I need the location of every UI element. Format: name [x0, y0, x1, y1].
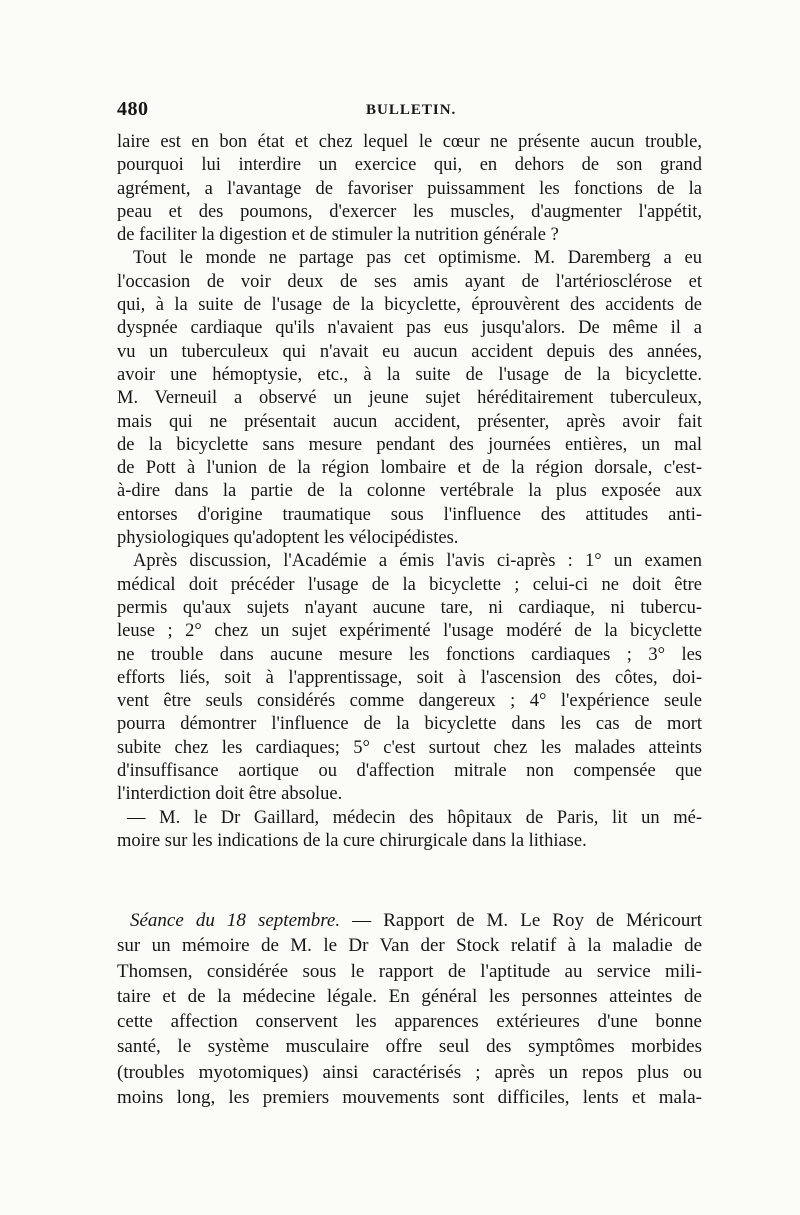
text-line: ne trouble dans aucune mesure les fonctions cardiaques ; 3° les [117, 644, 702, 665]
text-line: cette affection conservent les apparences extérieures d'une bonne [117, 1011, 702, 1033]
paragraph-3 [117, 550, 702, 806]
text-line: Tout le monde ne partage pas cet optimisme. M. Daremberg a eu [133, 248, 702, 269]
text-line: dyspnée cardiaque qu'ils n'avaient pas eus jusqu'alors. De même il a [117, 318, 702, 339]
text-line: vent être seuls considérés comme dangereux ; 4° l'expérience seule [117, 691, 702, 712]
text-line: pourra démontrer l'influence de la bicyclette dans les cas de mort [117, 714, 702, 735]
text-line: moire sur les indications de la cure chirurgicale dans la lithiase. [117, 830, 587, 851]
paragraph-4 [117, 807, 702, 854]
text-line: de faciliter la digestion et de stimuler la nutrition générale ? [117, 225, 559, 246]
text-line: subite chez les cardiaques; 5° c'est surtout chez les malades atteints [117, 737, 702, 758]
text-line: médical doit précéder l'usage de la bicyclette ; celui-ci ne doit être [117, 574, 702, 595]
text-line: (troubles myotomiques) ainsi caractérisés ; après un repos plus ou [117, 1061, 702, 1083]
text-line: avoir une hémoptysie, etc., à la suite de l'usage de la bicyclette. [117, 364, 702, 385]
text-line: vu un tuberculeux qui n'avait eu aucun accident depuis des années, [117, 341, 702, 362]
text-line: mais qui ne présentait aucun accident, présenter, après avoir fait [117, 411, 702, 432]
text-line: pourquoi lui interdire un exercice qui, en dehors de son grand [117, 155, 702, 176]
text-line: l'interdiction doit être absolue. [117, 784, 343, 805]
text-line: permis qu'aux sujets n'ayant aucune tare, ni cardiaque, ni tubercu- [117, 597, 702, 618]
text-line [117, 908, 702, 933]
text-line: Après discussion, l'Académie a émis l'avis ci-après : 1° un examen [133, 551, 702, 572]
text-line: santé, le système musculaire offre seul des symptômes morbides [117, 1036, 702, 1058]
paragraph-1 [117, 131, 702, 247]
text-line: Thomsen, considérée sous le rapport de l'aptitude au service mili- [117, 960, 702, 982]
seance-date: Séance du 18 septembre. [130, 910, 341, 931]
text-line: moins long, les premiers mouvements sont difficiles, lents et mala- [117, 1087, 702, 1109]
text-line: à-dire dans la partie de la colonne vertébrale la plus exposée aux [117, 481, 702, 502]
text-line: taire et de la médecine légale. En général les personnes atteintes de [117, 985, 702, 1007]
page-number: 480 [117, 98, 149, 120]
text-line: leuse ; 2° chez un sujet expérimenté l'usage modéré de la bicyclette [117, 621, 702, 642]
seance-section [117, 908, 702, 1110]
page-header [117, 98, 702, 122]
text-line: de Pott à l'union de la région lombaire et de la région dorsale, c'est- [117, 458, 702, 479]
text-line: l'occasion de voir deux de ses amis ayant de l'artériosclérose et [117, 271, 702, 292]
paragraph-2 [117, 247, 702, 550]
running-title: BULLETIN. [366, 102, 457, 118]
text-line: agrément, a l'avantage de favoriser puissamment les fonctions de la [117, 178, 702, 199]
text-line: laire est en bon état et chez lequel le cœur ne présente aucun trouble, [117, 132, 702, 152]
main-text [117, 131, 702, 853]
text-line: qui, à la suite de l'usage de la bicyclette, éprouvèrent des accidents de [117, 295, 702, 316]
text-line: d'insuffisance aortique ou d'affection mitrale non compensée que [117, 761, 702, 782]
text-line: physiologiques qu'adoptent les vélocipédistes. [117, 528, 459, 549]
text-line: M. Verneuil a observé un jeune sujet héréditairement tuberculeux, [117, 388, 702, 409]
text-line: de la bicyclette sans mesure pendant des journées entières, un mal [117, 434, 702, 455]
text-line: entorses d'origine traumatique sous l'influence des attitudes anti- [117, 504, 702, 525]
text-line: sur un mémoire de M. le Dr Van der Stock relatif à la maladie de [117, 935, 702, 957]
text-line: — M. le Dr Gaillard, médecin des hôpitaux de Paris, lit un mé- [127, 807, 702, 828]
seance-intro: — Rapport de M. Le Roy de Méricourt [340, 910, 703, 931]
text-line: efforts liés, soit à l'apprentissage, soit à l'ascension des côtes, doi- [117, 667, 702, 688]
text-line: peau et des poumons, d'exercer les muscles, d'augmenter l'appétit, [117, 201, 702, 222]
